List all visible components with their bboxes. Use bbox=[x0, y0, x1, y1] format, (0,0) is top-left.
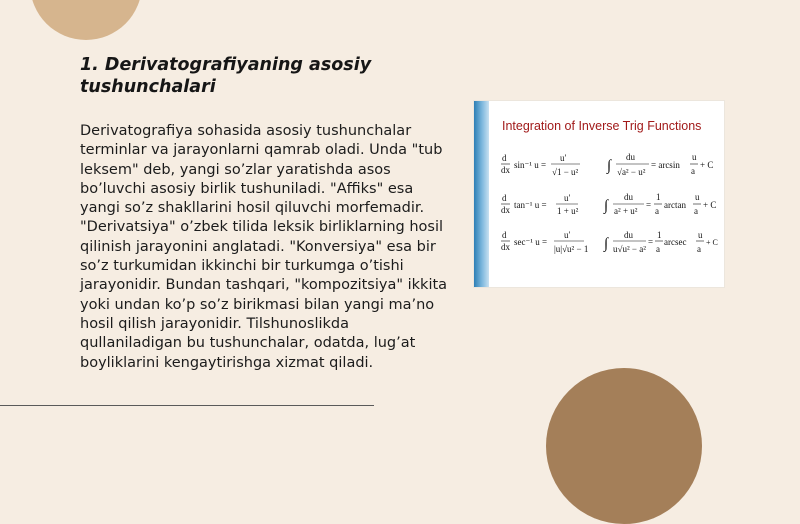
svg-text:a: a bbox=[691, 166, 695, 176]
svg-text:sin⁻¹ u =: sin⁻¹ u = bbox=[514, 160, 547, 170]
derivative-arcsin-formula bbox=[501, 153, 580, 177]
svg-text:sec⁻¹ u =: sec⁻¹ u = bbox=[514, 237, 548, 247]
svg-text:+ C: + C bbox=[706, 238, 718, 247]
svg-text:a: a bbox=[655, 206, 659, 216]
integral-arctan-formula bbox=[603, 192, 716, 216]
decorative-circle-top bbox=[30, 0, 142, 40]
svg-text:a: a bbox=[656, 244, 660, 254]
svg-text:a² + u²: a² + u² bbox=[614, 206, 638, 216]
svg-text:du: du bbox=[624, 192, 633, 202]
svg-text:d: d bbox=[502, 193, 507, 203]
svg-text:∫: ∫ bbox=[604, 198, 609, 214]
integral-arcsec-formula bbox=[603, 230, 718, 254]
svg-text:|u|√u² − 1: |u|√u² − 1 bbox=[554, 244, 589, 254]
svg-text:1: 1 bbox=[657, 230, 662, 240]
svg-text:dx: dx bbox=[501, 242, 510, 252]
svg-text:+ C: + C bbox=[700, 160, 714, 170]
slide-body-text: Derivatografiya sohasida asosiy tushunchalar terminlar va jarayonlarni qamrab oladi. Unda "tub leksem" deb, yangi so’zlar yaratishda asos bo’luvchi asosiy birlik tushuniladi. "Affiks" esa yangi so’z shakllarini hosil qiluvchi morfemadir. "Derivatsiya" o’zbek tilida leksik birliklarning hosil qilinish jarayonini anglatadi. "Konversiya" esa bir so’z turkumidan ikkinchi bir turkumga o’tishi jarayonidir. Bundan tashqari, "kompozitsiya" ikkita yoki undan ko’p so’z birikmasi bilan yangi ma’no hosil qilish jarayonidir. Tilshunoslikda qullaniladigan bu tushunchalar, odatda, lug’at boyliklarini kengaytirishga xizmat qiladi. bbox=[80, 123, 448, 371]
svg-text:√a² − u²: √a² − u² bbox=[617, 167, 646, 177]
svg-text:u′: u′ bbox=[564, 193, 571, 203]
formula-image-title: Integration of Inverse Trig Functions bbox=[502, 119, 702, 133]
slide-title: 1. Derivatografiyaning asosiy tushunchalari bbox=[80, 55, 372, 97]
svg-text:u: u bbox=[692, 152, 697, 162]
svg-text:du: du bbox=[624, 230, 633, 240]
divider-line bbox=[0, 405, 374, 406]
svg-text:=: = bbox=[648, 237, 654, 247]
svg-text:u√u² − a²: u√u² − a² bbox=[613, 244, 646, 254]
formula-image bbox=[474, 101, 724, 287]
derivative-arcsec-formula bbox=[501, 230, 588, 254]
svg-text:u: u bbox=[695, 192, 700, 202]
svg-text:dx: dx bbox=[501, 205, 510, 215]
svg-text:arctan: arctan bbox=[664, 200, 686, 210]
svg-text:u′: u′ bbox=[560, 153, 567, 163]
svg-text:u′: u′ bbox=[564, 230, 571, 240]
svg-text:a: a bbox=[697, 244, 701, 254]
svg-text:d: d bbox=[502, 230, 507, 240]
svg-text:tan⁻¹ u =: tan⁻¹ u = bbox=[514, 200, 547, 210]
svg-text:dx: dx bbox=[501, 165, 510, 175]
svg-text:1 + u²: 1 + u² bbox=[557, 206, 579, 216]
svg-text:=: = bbox=[646, 200, 652, 210]
formula-table bbox=[474, 101, 724, 287]
svg-text:d: d bbox=[502, 153, 507, 163]
svg-text:du: du bbox=[626, 152, 635, 162]
svg-text:u: u bbox=[698, 230, 703, 240]
derivative-arctan-formula bbox=[501, 193, 579, 216]
decorative-circle-bottom bbox=[546, 368, 702, 524]
svg-text:a: a bbox=[694, 206, 698, 216]
svg-text:∫: ∫ bbox=[607, 158, 612, 174]
svg-text:arcsec: arcsec bbox=[664, 237, 687, 247]
svg-text:√1 − u²: √1 − u² bbox=[552, 167, 579, 177]
svg-text:+ C: + C bbox=[703, 200, 717, 210]
svg-text:= arcsin: = arcsin bbox=[651, 160, 680, 170]
svg-text:1: 1 bbox=[656, 192, 661, 202]
integral-arcsin-formula bbox=[606, 152, 713, 177]
svg-text:∫: ∫ bbox=[604, 236, 609, 252]
